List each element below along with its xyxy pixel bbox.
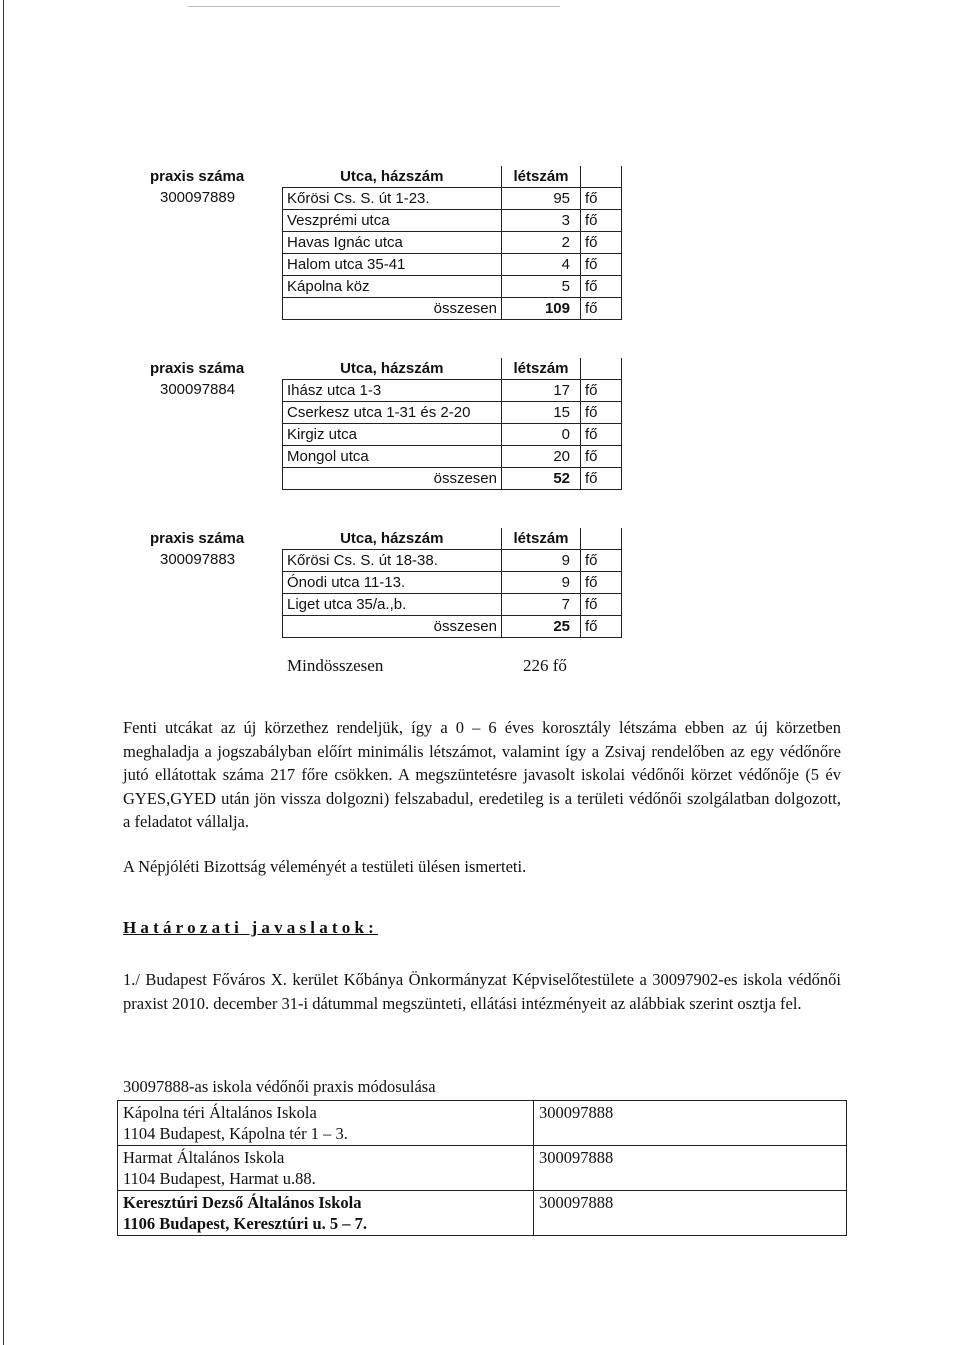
- table-row: [283, 424, 622, 446]
- table-row: [283, 594, 622, 616]
- table-row: [118, 1101, 847, 1146]
- school-address: 1104 Budapest, Harmat u.88.: [123, 1169, 316, 1188]
- praxis-label: praxis száma: [150, 168, 245, 185]
- street-cell: Kőrösi Cs. S. út 18-38.: [283, 550, 502, 572]
- table-row: [283, 446, 622, 468]
- total-label: összesen: [283, 468, 502, 490]
- count-cell: 9: [502, 572, 581, 594]
- unit-cell: fő: [581, 188, 622, 210]
- table-row: [283, 254, 622, 276]
- total-value: 52: [502, 468, 581, 490]
- count-cell: 7: [502, 594, 581, 616]
- school-name: Keresztúri Dezső Általános Iskola: [123, 1193, 362, 1212]
- count-cell: 0: [502, 424, 581, 446]
- practice-table: [282, 358, 622, 490]
- count-cell: 4: [502, 254, 581, 276]
- schools-caption: 30097888-as iskola védőnői praxis módosulása: [123, 1077, 436, 1096]
- street-cell: Cserkesz utca 1-31 és 2-20: [283, 402, 502, 424]
- unit-cell: fő: [581, 616, 622, 638]
- street-cell: Havas Ignác utca: [283, 232, 502, 254]
- total-label: összesen: [283, 616, 502, 638]
- table-row: [283, 402, 622, 424]
- unit-cell: fő: [581, 572, 622, 594]
- table-row: [283, 380, 622, 402]
- table-row: [118, 1146, 847, 1191]
- school-address: 1106 Budapest, Keresztúri u. 5 – 7.: [123, 1214, 367, 1233]
- count-cell: 17: [502, 380, 581, 402]
- total-value: 25: [502, 616, 581, 638]
- school-code: 300097888: [534, 1146, 847, 1191]
- count-cell: 20: [502, 446, 581, 468]
- practice-table: [282, 166, 622, 320]
- street-cell: Kirgiz utca: [283, 424, 502, 446]
- unit-cell: fő: [581, 402, 622, 424]
- street-cell: Ónodi utca 11-13.: [283, 572, 502, 594]
- left-edge-rule: [3, 0, 4, 1345]
- street-cell: Halom utca 35-41: [283, 254, 502, 276]
- total-row: [283, 298, 622, 320]
- table-row: [283, 276, 622, 298]
- header-count: létszám: [502, 166, 581, 188]
- unit-cell: fő: [581, 550, 622, 572]
- school-code: 300097888: [534, 1191, 847, 1236]
- school-name: Kápolna téri Általános Iskola: [123, 1103, 317, 1122]
- unit-cell: fő: [581, 468, 622, 490]
- praxis-label: praxis száma: [150, 360, 245, 377]
- school-name: Harmat Általános Iskola: [123, 1148, 285, 1167]
- unit-cell: fő: [581, 424, 622, 446]
- unit-cell: fő: [581, 276, 622, 298]
- resolution-paragraph: 1./ Budapest Főváros X. kerület Kőbánya Önkormányzat Képviselőtestülete a 30097902-es iskola védőnői praxist 2010. december 31-i dátummal megszünteti, ellátási intézményeit az alábbiak szerint osztja fel.: [123, 970, 841, 1013]
- school-code: 300097888: [534, 1101, 847, 1146]
- header-street: Utca, házszám: [340, 167, 444, 185]
- practice-table: [282, 528, 622, 638]
- resolutions-heading: Határozati javaslatok:: [123, 918, 378, 937]
- unit-cell: fő: [581, 446, 622, 468]
- count-cell: 15: [502, 402, 581, 424]
- praxis-label: praxis száma: [150, 530, 245, 547]
- street-cell: Veszprémi utca: [283, 210, 502, 232]
- table-row: [283, 210, 622, 232]
- count-cell: 3: [502, 210, 581, 232]
- unit-cell: fő: [581, 232, 622, 254]
- table-row: [283, 572, 622, 594]
- total-value: 109: [502, 298, 581, 320]
- top-rule: [188, 6, 560, 7]
- header-street: Utca, házszám: [340, 359, 444, 377]
- unit-cell: fő: [581, 210, 622, 232]
- school-address: 1104 Budapest, Kápolna tér 1 – 3.: [123, 1124, 348, 1143]
- count-cell: 95: [502, 188, 581, 210]
- header-count: létszám: [502, 358, 581, 380]
- count-cell: 9: [502, 550, 581, 572]
- total-row: [283, 468, 622, 490]
- praxis-number: 300097884: [160, 381, 236, 398]
- header-count: létszám: [502, 528, 581, 550]
- grand-total-value: 226 fő: [523, 656, 567, 675]
- unit-cell: fő: [581, 594, 622, 616]
- table-row: [283, 550, 622, 572]
- header-street: Utca, házszám: [340, 529, 444, 547]
- table-row: [283, 232, 622, 254]
- body-paragraph: Fenti utcákat az új körzethez rendeljük, így a 0 – 6 éves korosztály létszáma ebben az új körzetben meghaladja a jogszabályban előírt minimális létszámot, valamint így a Zsivaj rendelőben az egy védőnőre jutó ellátottak száma 217 főre csökken. A megszüntetésre javasolt iskolai védőnői körzet védőnője (5 év GYES,GYED után jön vissza dolgozni) felszabadul, eredetileg is a területi védőnői szolgálatban dolgozott, a feladatot vállalja.: [123, 718, 841, 831]
- unit-cell: fő: [581, 254, 622, 276]
- body-paragraph: A Népjóléti Bizottság véleményét a testületi ülésen ismerteti.: [123, 857, 527, 876]
- schools-table: [117, 1100, 847, 1236]
- unit-cell: fő: [581, 380, 622, 402]
- unit-cell: fő: [581, 298, 622, 320]
- grand-total-label: Mindösszesen: [287, 656, 384, 675]
- street-cell: Mongol utca: [283, 446, 502, 468]
- total-row: [283, 616, 622, 638]
- praxis-number: 300097889: [160, 189, 236, 206]
- street-cell: Kőrösi Cs. S. út 1-23.: [283, 188, 502, 210]
- count-cell: 5: [502, 276, 581, 298]
- table-row: [118, 1191, 847, 1236]
- total-label: összesen: [283, 298, 502, 320]
- count-cell: 2: [502, 232, 581, 254]
- table-row: [283, 188, 622, 210]
- street-cell: Liget utca 35/a.,b.: [283, 594, 502, 616]
- praxis-number: 300097883: [160, 551, 236, 568]
- street-cell: Kápolna köz: [283, 276, 502, 298]
- street-cell: Ihász utca 1-3: [283, 380, 502, 402]
